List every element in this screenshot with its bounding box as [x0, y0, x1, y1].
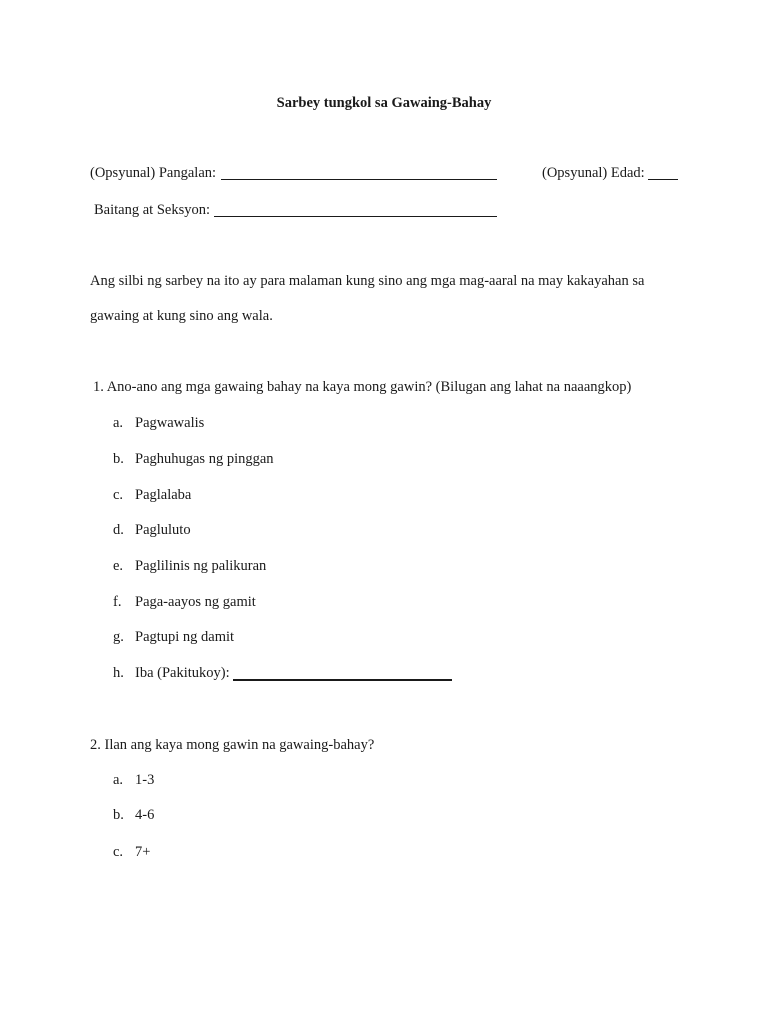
age-field[interactable] [648, 179, 678, 180]
name-label: (Opsyunal) Pangalan: [90, 165, 217, 181]
option-label: 1-3 [135, 772, 155, 788]
intro-line-1: Ang silbi ng sarbey na ito ay para malaman kung sino ang mga mag-aaral na may kakayahan sa [90, 273, 645, 289]
option-marker: h. [113, 665, 124, 681]
question-1: 1. Ano-ano ang mga gawaing bahay na kaya mong gawin? (Bilugan ang lahat na naaangkop) [93, 379, 632, 395]
option-marker: f. [113, 594, 122, 610]
intro-line-2: gawaing at kung sino ang wala. [90, 308, 273, 324]
name-field[interactable] [221, 179, 497, 180]
other-specify-field[interactable] [233, 679, 452, 681]
option-label: Pagtupi ng damit [135, 629, 235, 645]
option-marker: d. [113, 522, 124, 538]
option-label: Pagwawalis [135, 415, 205, 431]
option-marker: c. [113, 844, 124, 860]
option-label: Pagluluto [135, 522, 191, 538]
section-label: Baitang at Seksyon: [94, 202, 210, 218]
question-2: 2. Ilan ang kaya mong gawin na gawaing-bahay? [90, 737, 375, 753]
page-title: Sarbey tungkol sa Gawaing-Bahay [276, 95, 492, 111]
option-label: 7+ [135, 844, 151, 860]
option-label: 4-6 [135, 807, 155, 823]
option-marker: b. [113, 451, 124, 467]
option-marker: c. [113, 487, 124, 503]
option-marker: a. [113, 772, 124, 788]
option-label: Paga-aayos ng gamit [135, 594, 256, 610]
option-label: Paglalaba [135, 487, 192, 503]
option-marker: b. [113, 807, 124, 823]
option-label: Iba (Pakitukoy): [135, 665, 230, 681]
option-label: Paglilinis ng palikuran [135, 558, 267, 574]
age-label: (Opsyunal) Edad: [542, 165, 645, 181]
section-field[interactable] [214, 216, 497, 217]
option-label: Paghuhugas ng pinggan [135, 451, 274, 467]
option-marker: g. [113, 629, 124, 645]
option-marker: e. [113, 558, 124, 574]
option-marker: a. [113, 415, 124, 431]
